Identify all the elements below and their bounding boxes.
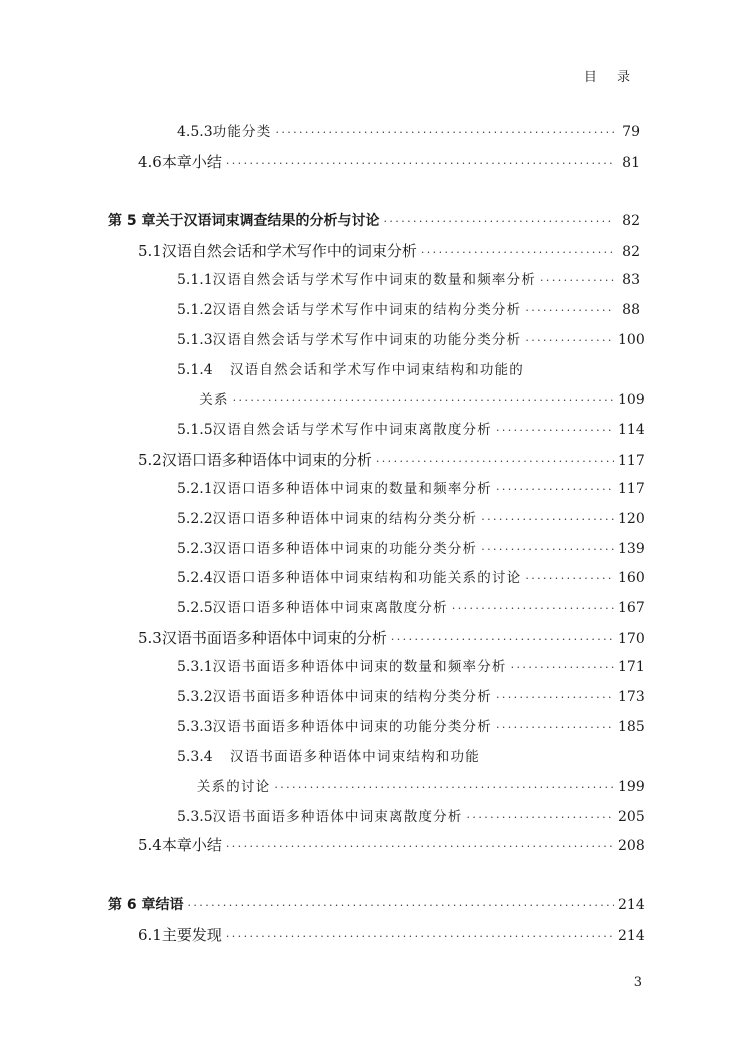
dot-leader	[391, 628, 614, 652]
dot-leader	[540, 269, 614, 293]
toc-entry[interactable]	[138, 923, 645, 947]
toc-entry-number: 5.1.4	[177, 362, 213, 378]
dot-leader	[452, 597, 614, 621]
dot-leader	[496, 716, 614, 740]
toc-entry[interactable]	[177, 685, 645, 709]
toc-entry[interactable]	[177, 537, 645, 561]
dot-leader	[226, 925, 614, 949]
toc-entry-number: 5.1.3	[177, 332, 213, 348]
toc-entry-number: 5.2.2	[177, 511, 213, 527]
toc-entry[interactable]	[177, 120, 640, 144]
toc-entry-title: 汉语口语多种语体中词束的分析	[161, 451, 372, 469]
toc-entry[interactable]	[177, 507, 645, 531]
dot-leader	[274, 776, 614, 800]
toc-entry[interactable]	[177, 566, 645, 590]
toc-entry[interactable]	[138, 239, 640, 263]
toc-entry[interactable]	[108, 893, 645, 917]
dot-leader	[496, 686, 614, 710]
toc-entry-page: 82	[622, 213, 640, 229]
toc-entry-number: 4.6	[138, 153, 162, 171]
toc-entry[interactable]	[177, 418, 645, 442]
toc-entry-title: 汉语口语多种语体中词束离散度分析	[212, 600, 448, 616]
toc-entry-page: 83	[622, 272, 640, 288]
dot-leader	[511, 656, 614, 680]
toc-entry-number: 5.1.1	[177, 272, 213, 288]
toc-entry-page: 199	[618, 779, 645, 795]
toc-entry-number: 5.2.3	[177, 541, 213, 557]
toc-entry[interactable]	[177, 358, 640, 382]
toc-entry-number: 5.2	[138, 451, 162, 469]
dot-leader	[481, 508, 614, 532]
toc-entry-title: 汉语口语多种语体中词束的数量和频率分析	[212, 481, 492, 497]
toc-entry-page: 120	[618, 511, 645, 527]
toc-entry-number: 5.2.4	[177, 570, 213, 586]
dot-leader	[226, 152, 614, 176]
toc-entry-number: 5.3.4	[177, 749, 213, 765]
toc-entry-title: 汉语自然会话与学术写作中词束离散度分析	[212, 422, 492, 438]
toc-entry[interactable]	[138, 626, 645, 650]
toc-entry-title: 汉语口语多种语体中词束结构和功能关系的讨论	[212, 570, 522, 586]
dot-leader	[525, 567, 614, 591]
toc-entry[interactable]	[177, 775, 645, 799]
toc-entry[interactable]	[177, 388, 645, 412]
toc-entry-number: 5.1.2	[177, 302, 213, 318]
toc-entry-page: 117	[618, 481, 645, 497]
toc-entry-number: 5.3.2	[177, 689, 213, 705]
toc-entry-page: 114	[618, 422, 645, 438]
toc-entry-title: 关于汉语词束调查结果的分析与讨论	[155, 213, 380, 229]
toc-entry-page: 109	[618, 392, 645, 408]
toc-entry[interactable]	[177, 268, 640, 292]
toc-entry[interactable]	[177, 298, 640, 322]
toc-entry-page: 82	[622, 244, 640, 260]
toc-entry-number: 5.2.1	[177, 481, 213, 497]
dot-leader	[525, 299, 614, 323]
toc-entry-title: 汉语书面语多种语体中词束的功能分类分析	[212, 719, 492, 735]
running-header: 目 录	[583, 70, 638, 85]
toc-entry[interactable]	[138, 448, 645, 472]
toc-entry[interactable]	[177, 596, 645, 620]
toc-entry-page: 139	[618, 541, 645, 557]
toc-entry-title: 功能分类	[212, 124, 272, 140]
dot-leader	[233, 389, 614, 413]
toc-entry[interactable]	[177, 477, 645, 501]
toc-entry-title: 结语	[155, 897, 184, 913]
toc-entry-title: 汉语口语多种语体中词束的功能分类分析	[212, 541, 478, 557]
dot-leader	[188, 894, 615, 918]
toc-entry-page: 185	[618, 719, 645, 735]
toc-entry-page: 117	[618, 453, 645, 469]
toc-entry-number: 6.1	[138, 926, 162, 944]
toc-entry[interactable]	[177, 328, 645, 352]
toc-entry-page: 88	[622, 302, 640, 318]
toc-entry-number: 4.5.3	[177, 124, 213, 140]
toc-entry-number: 5.4	[138, 836, 162, 854]
toc-entry-number: 5.3.1	[177, 659, 213, 675]
dot-leader	[496, 478, 614, 502]
toc-entry-title: 关系	[199, 392, 229, 408]
dot-leader	[496, 419, 614, 443]
toc-entry-page: 171	[618, 659, 645, 675]
toc-entry-title: 汉语书面语多种语体中词束结构和功能	[230, 749, 480, 765]
page-number: 3	[633, 975, 642, 990]
toc-entry[interactable]	[177, 655, 645, 679]
dot-leader	[421, 241, 614, 265]
toc-entry-title: 本章小结	[161, 153, 222, 171]
dot-leader	[481, 538, 614, 562]
toc-entry-title: 汉语自然会话与学术写作中词束的数量和频率分析	[212, 272, 537, 288]
toc-entry-number: 5.3	[138, 629, 162, 647]
dot-leader	[376, 450, 614, 474]
toc-entry-page: 100	[618, 332, 645, 348]
toc-entry-number: 5.3.3	[177, 719, 213, 735]
toc-entry-title: 汉语书面语多种语体中词束的分析	[161, 629, 387, 647]
toc-entry-title: 汉语书面语多种语体中词束离散度分析	[212, 809, 463, 825]
toc-entry-number: 5.1	[138, 242, 162, 260]
toc-entry-page: 205	[618, 809, 645, 825]
dot-leader	[226, 835, 614, 859]
toc-entry-number: 5.3.5	[177, 809, 213, 825]
toc-entry-page: 214	[618, 897, 645, 913]
toc-entry-title: 主要发现	[161, 926, 222, 944]
dot-leader	[384, 210, 615, 234]
toc-entry[interactable]	[138, 833, 645, 857]
toc-entry-number: 第 6 章	[108, 897, 156, 913]
toc-entry-title: 本章小结	[161, 836, 222, 854]
toc-entry-page: 79	[622, 124, 640, 140]
toc-entry-title: 汉语书面语多种语体中词束的结构分类分析	[212, 689, 492, 705]
toc-entry[interactable]	[177, 805, 645, 829]
toc-entry-page: 208	[618, 838, 645, 854]
toc-entry-title: 汉语自然会话与学术写作中词束的结构分类分析	[212, 302, 522, 318]
dot-leader	[467, 806, 614, 830]
toc-entry-page: 167	[618, 600, 645, 616]
toc-entry-page: 170	[618, 631, 645, 647]
toc-entry-title: 汉语书面语多种语体中词束的数量和频率分析	[212, 659, 507, 675]
toc-entry[interactable]	[177, 745, 640, 769]
toc-entry[interactable]	[138, 150, 640, 174]
toc-entry-page: 81	[622, 155, 640, 171]
toc-entry-number: 5.1.5	[177, 422, 213, 438]
toc-entry-number: 5.2.5	[177, 600, 213, 616]
toc-entry-page: 214	[618, 928, 645, 944]
toc-entry[interactable]	[177, 715, 645, 739]
dot-leader	[525, 329, 614, 353]
toc-entry-title: 关系的讨论	[196, 779, 271, 795]
toc-entry-page: 173	[618, 689, 645, 705]
toc-entry-title: 汉语自然会话与学术写作中词束的功能分类分析	[212, 332, 522, 348]
toc-entry-title: 汉语自然会话和学术写作中的词束分析	[161, 242, 417, 260]
toc-entry-page: 160	[618, 570, 645, 586]
toc-entry-title: 汉语口语多种语体中词束的结构分类分析	[212, 511, 478, 527]
toc-entry-title: 汉语自然会话和学术写作中词束结构和功能的	[230, 362, 524, 378]
toc-entry[interactable]	[108, 209, 640, 233]
toc-entry-number: 第 5 章	[108, 213, 156, 229]
dot-leader	[275, 121, 614, 145]
